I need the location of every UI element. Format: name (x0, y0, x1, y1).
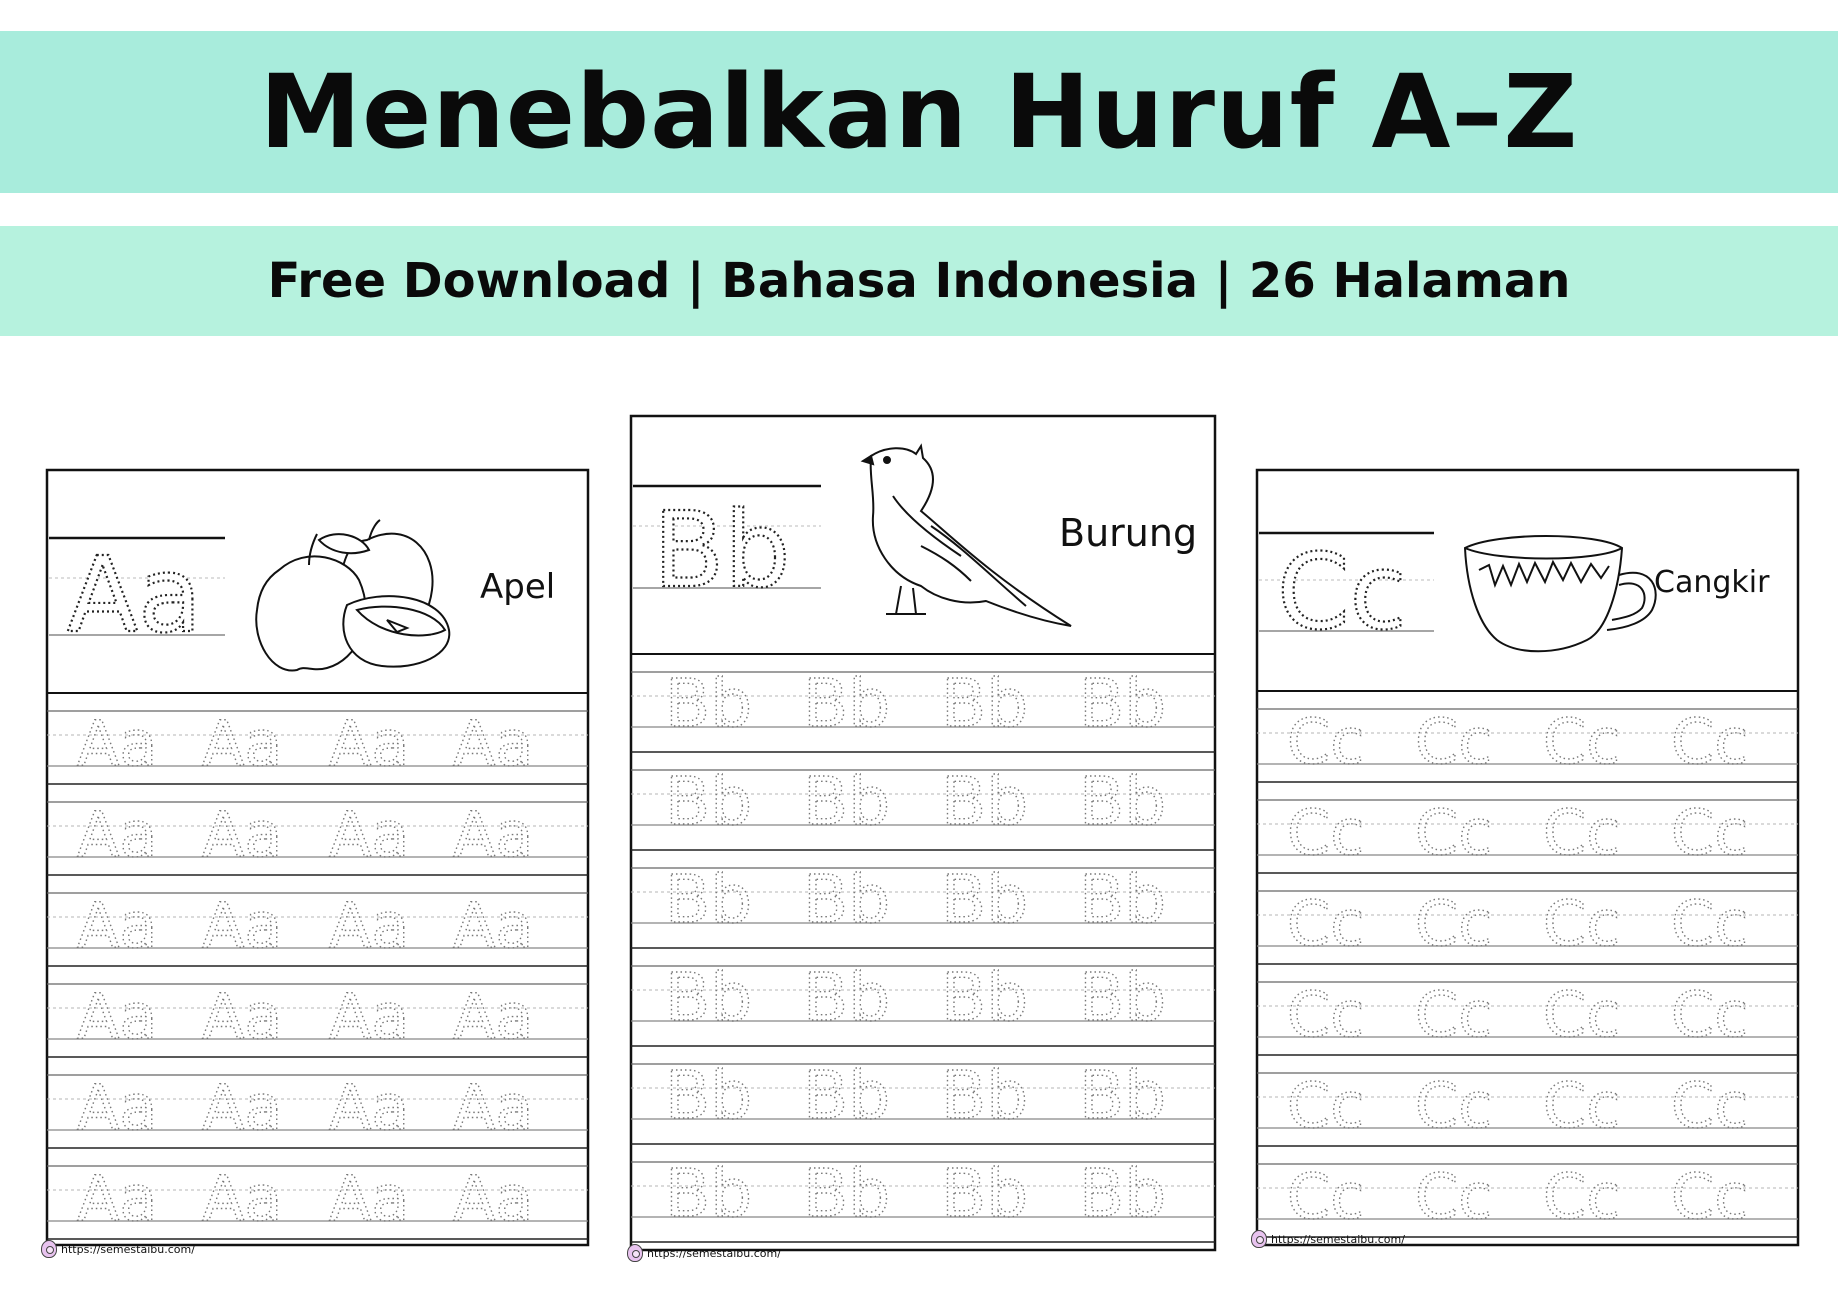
trace-letters: Bb (803, 763, 891, 840)
trace-letters: Cc (1415, 1160, 1493, 1233)
trace-letters: Aa (202, 980, 283, 1053)
page-subtitle: Free Download | Bahasa Indonesia | 26 Halaman (267, 253, 1571, 309)
trace-letters: Bb (803, 1155, 891, 1232)
trace-letters: Cc (1671, 796, 1749, 869)
trace-letters: Bb (1079, 861, 1167, 938)
header-letters: Aa (67, 534, 202, 656)
footer (1251, 1230, 1405, 1248)
trace-letters: Cc (1415, 796, 1493, 869)
trace-letters: Aa (329, 1071, 410, 1144)
logo-icon (1251, 1230, 1267, 1248)
trace-letters: Cc (1287, 887, 1365, 960)
trace-letters: Cc (1287, 1160, 1365, 1233)
trace-letters: Cc (1287, 705, 1365, 778)
trace-letters: Bb (1079, 763, 1167, 840)
trace-letters: Bb (941, 665, 1029, 742)
trace-letters: Cc (1543, 796, 1621, 869)
trace-letters: Aa (77, 707, 158, 780)
worksheet-c-page (1257, 470, 1798, 1245)
footer-url: https://semestaibu.com/ (647, 1246, 781, 1260)
trace-letters: Aa (329, 798, 410, 871)
trace-letters: Bb (1079, 665, 1167, 742)
trace-letters: Cc (1671, 705, 1749, 778)
trace-letters: Aa (453, 1162, 534, 1235)
trace-letters: Bb (803, 1057, 891, 1134)
trace-letters: Bb (1079, 1057, 1167, 1134)
trace-letters: Aa (77, 980, 158, 1053)
trace-letters: Bb (665, 665, 753, 742)
trace-letters: Aa (453, 980, 534, 1053)
trace-letters: Bb (941, 763, 1029, 840)
trace-letters: Bb (803, 861, 891, 938)
trace-letters: Cc (1671, 1069, 1749, 1142)
worksheet-a (47, 470, 588, 1256)
trace-letters: Aa (453, 798, 534, 871)
trace-letters: Aa (77, 889, 158, 962)
trace-letters: Aa (202, 707, 283, 780)
trace-letters: Cc (1415, 978, 1493, 1051)
page-title: Menebalkan Huruf A–Z (259, 52, 1579, 172)
trace-letters: Cc (1543, 1069, 1621, 1142)
trace-letters: Cc (1287, 978, 1365, 1051)
trace-letters: Aa (202, 1071, 283, 1144)
logo-icon (41, 1240, 57, 1258)
trace-letters: Cc (1671, 887, 1749, 960)
trace-letters: Aa (77, 1162, 158, 1235)
trace-letters: Aa (329, 707, 410, 780)
trace-letters: Aa (77, 798, 158, 871)
trace-letters: Cc (1543, 887, 1621, 960)
trace-letters: Cc (1287, 1069, 1365, 1142)
trace-letters: Aa (202, 1162, 283, 1235)
trace-letters: Cc (1543, 1160, 1621, 1233)
worksheet-a-page (47, 470, 588, 1245)
trace-letters: Aa (453, 889, 534, 962)
trace-letters: Cc (1543, 705, 1621, 778)
trace-letters: Cc (1415, 705, 1493, 778)
footer-url: https://semestaibu.com/ (1271, 1232, 1405, 1246)
footer-url: https://semestaibu.com/ (61, 1242, 195, 1256)
footer (627, 1244, 781, 1262)
header-letters: Bb (653, 489, 791, 611)
trace-letters: Bb (803, 665, 891, 742)
trace-letters: Aa (453, 707, 534, 780)
trace-letters: Aa (77, 1071, 158, 1144)
trace-letters: Bb (941, 861, 1029, 938)
trace-letters: Cc (1543, 978, 1621, 1051)
trace-letters: Bb (941, 959, 1029, 1036)
header-word: Apel (480, 567, 556, 607)
trace-letters: Bb (665, 763, 753, 840)
trace-letters: Bb (803, 959, 891, 1036)
trace-letters: Cc (1415, 1069, 1493, 1142)
worksheet-b-page (631, 416, 1215, 1250)
worksheet-c (1257, 470, 1798, 1245)
title-banner (0, 31, 1838, 193)
trace-letters: Bb (1079, 959, 1167, 1036)
subtitle-banner (0, 226, 1838, 336)
trace-letters: Aa (329, 1162, 410, 1235)
header-word: Cangkir (1654, 565, 1770, 600)
trace-letters: Cc (1287, 796, 1365, 869)
footer (41, 1240, 195, 1258)
trace-letters: Bb (665, 1057, 753, 1134)
trace-letters: Cc (1415, 887, 1493, 960)
trace-letters: Aa (329, 889, 410, 962)
trace-letters: Aa (453, 1071, 534, 1144)
trace-letters: Aa (202, 798, 283, 871)
worksheet-b (631, 416, 1215, 1260)
header-letters: Cc (1277, 531, 1407, 653)
trace-letters: Aa (329, 980, 410, 1053)
trace-letters: Bb (665, 959, 753, 1036)
logo-icon (627, 1244, 643, 1262)
trace-letters: Cc (1671, 1160, 1749, 1233)
trace-letters: Bb (941, 1057, 1029, 1134)
trace-letters: Cc (1671, 978, 1749, 1051)
trace-letters: Bb (1079, 1155, 1167, 1232)
header-word: Burung (1059, 511, 1198, 555)
trace-letters: Bb (941, 1155, 1029, 1232)
trace-letters: Bb (665, 1155, 753, 1232)
trace-letters: Bb (665, 861, 753, 938)
trace-letters: Aa (202, 889, 283, 962)
